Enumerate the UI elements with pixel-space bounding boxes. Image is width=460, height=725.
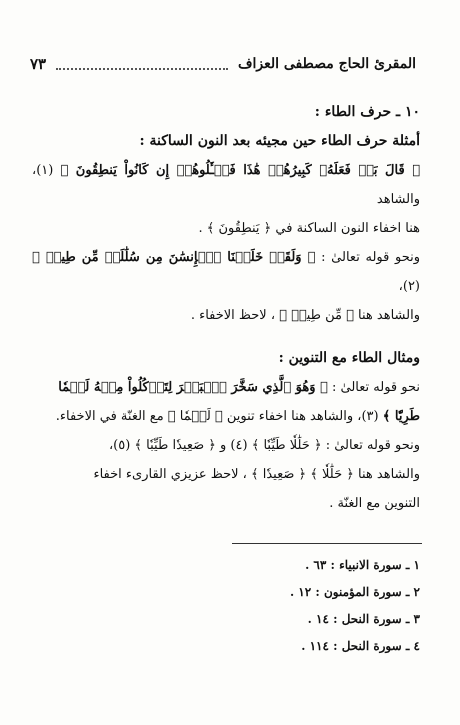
verse-intro: نحو قوله تعالىٰ :: [331, 380, 420, 395]
paragraph-line: [32, 156, 420, 214]
verse-intro: ونحو قوله تعالىٰ :: [321, 250, 420, 265]
footnote-divider: [232, 543, 422, 544]
quran-verse: ﴿ قَالَ بَلۡ فَعَلَهُۥ كَبِيرُهُمۡ هَٰذَا فَسۡـَٔلُوهُمۡ إِن كَانُواْ يَنطِقُونَ ﴾: [60, 163, 420, 178]
paragraph-line: والشاهد هنا ﴿ حَلَٰلٗا ﴾ ﴿ صَعِيدٗا ﴾ ، لاحظ عزيزي القارىء اخفاء: [93, 467, 420, 482]
paragraph-line: والشاهد هنا ﴿ مِّن طِينٖ ﴾ ، لاحظ الاخفاء .: [190, 308, 420, 323]
footnote-ref: (١)، والشاهد: [32, 163, 420, 207]
body-text: [32, 98, 420, 518]
section-subheading: أمثلة حرف الطاء حين مجيئه بعد النون الساكنة :: [139, 133, 420, 149]
quran-verse: ﴿ وَلَقَدۡ خَلَقۡنَا ٱلۡإِنسَٰنَ مِن سُلَٰلَةٖ مِّن طِينٖ ﴾: [32, 250, 316, 265]
running-header: [30, 52, 416, 76]
footnote-ref: (٢)،: [398, 279, 420, 294]
footnote-item: ٣ ـ سورة النحل : ١٤ .: [307, 612, 420, 626]
footnote-item: ٤ ـ سورة النحل : ١١٤ .: [301, 639, 420, 653]
paragraph-line: [32, 373, 420, 402]
section-heading: ١٠ ـ حرف الطاء :: [314, 104, 420, 120]
footnotes: [32, 552, 420, 660]
paragraph-line: [32, 402, 420, 431]
page-number: ٧٣: [30, 55, 47, 73]
paragraph-line: ونحو قوله تعالىٰ : ﴿ حَلَٰلٗا طَيِّبٗا ﴾ (٤) و ﴿ صَعِيدٗا طَيِّبٗا ﴾ (٥)،: [108, 438, 420, 453]
section-gap: [32, 330, 420, 344]
footnote-item: ٢ ـ سورة المؤمنون : ١٢ .: [289, 585, 420, 599]
quran-verse: طَرِيّٗا ﴾: [382, 409, 420, 424]
paragraph-line: [32, 243, 420, 301]
footnote-item: ١ ـ سورة الانبياء : ٦٣ .: [305, 558, 420, 572]
header-dot-leader: [56, 58, 228, 70]
quran-verse: ﴿ وَهُوَ ٱلَّذِي سَخَّرَ ٱلۡبَحۡرَ لِتَأۡكُلُواْ مِنۡهُ لَحۡمٗا: [58, 380, 328, 395]
paragraph-text: (٣)، والشاهد هنا اخفاء تنوين ﴿ لَحۡمٗا ﴾ مع الغنّة في الاخفاء.: [55, 409, 379, 424]
header-title: المقرئ الحاج مصطفى العزاف: [237, 56, 416, 72]
paragraph-line: هنا اخفاء النون الساكنة في ﴿ يَنطِقُونَ ﴾ .: [198, 221, 420, 236]
tanween-heading: ومثال الطاء مع التنوين :: [278, 350, 420, 366]
paragraph-line: التنوين مع الغنّة .: [329, 496, 420, 511]
